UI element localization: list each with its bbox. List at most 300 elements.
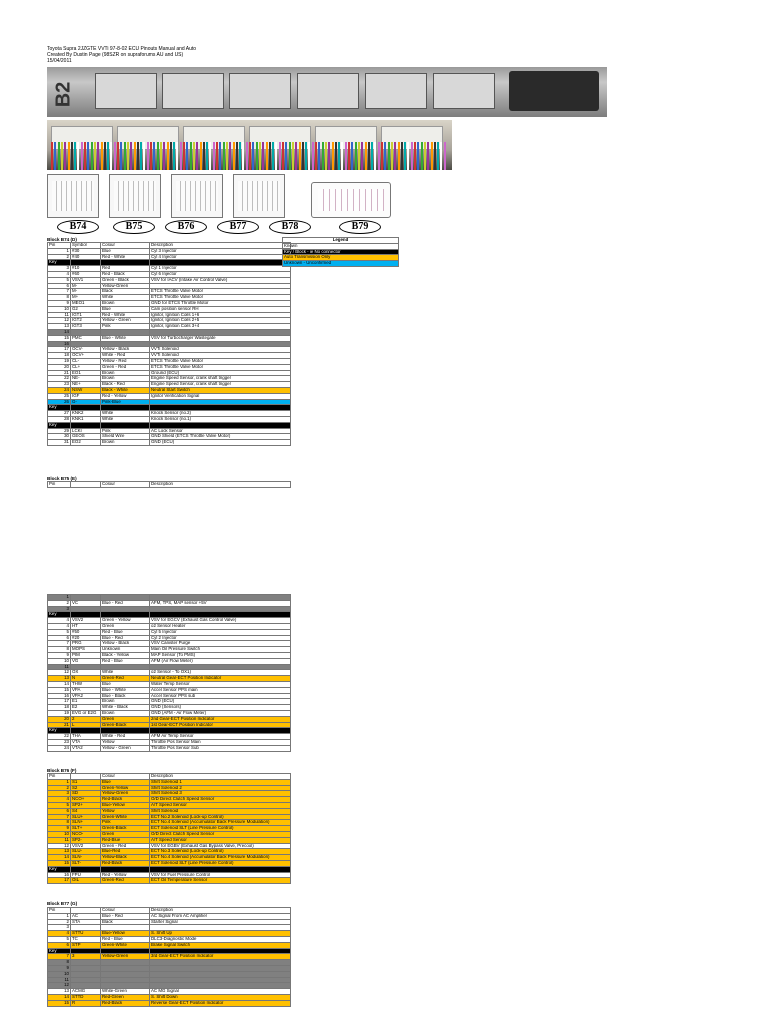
pin-cell: 31 <box>48 440 71 446</box>
symbol-cell: #60 <box>71 271 101 277</box>
wire <box>223 142 225 170</box>
symbol-cell: SLN+ <box>71 820 101 826</box>
description-cell: S. Shift Down <box>150 994 291 1000</box>
description-cell: ETCS Throttle Valve Motor <box>150 295 291 301</box>
wire <box>308 142 310 170</box>
wire <box>437 142 439 170</box>
pin-cell: 9 <box>48 965 71 971</box>
wire <box>355 142 357 170</box>
pin-cell: 16 <box>48 872 71 878</box>
colour-cell: Yellow - Black <box>101 641 150 647</box>
description-cell: GND (ECU) <box>150 699 291 705</box>
wire <box>130 142 132 170</box>
symbol-cell: NE- <box>71 376 101 382</box>
colour-cell: Brown <box>101 440 150 446</box>
pin-cell: 13 <box>48 676 71 682</box>
colour-cell: Pink <box>101 820 150 826</box>
wire <box>266 142 268 170</box>
description-cell: Accel Sensor PPS sub <box>150 693 291 699</box>
symbol-cell: L <box>71 722 101 728</box>
symbol-cell: VC <box>71 600 101 606</box>
symbol-cell: KNK2 <box>71 411 101 417</box>
colour-cell: White - Red <box>101 734 150 740</box>
wire <box>193 142 195 170</box>
colour-cell: Yellow - Black <box>101 347 150 353</box>
description-cell: ECT Solenoid SLT (Line Pressure Control) <box>150 826 291 832</box>
pin-cell: 7 <box>48 814 71 820</box>
block-b74-table <box>47 242 291 446</box>
pin-cell: 3 <box>48 925 71 931</box>
wire <box>427 142 429 170</box>
wire <box>269 142 271 170</box>
pin-cell: 13 <box>48 324 71 330</box>
block-b77-title: Block B77 (G) <box>47 901 78 906</box>
pin-cell: 7 <box>48 289 71 295</box>
wire <box>365 142 367 170</box>
connector-label-b77: B77 <box>217 220 259 234</box>
colour-cell: White - Black <box>101 705 150 711</box>
description-cell: Brake Signal Switch <box>150 942 291 948</box>
doc-date: 15/04/2011 <box>47 58 72 64</box>
pin-cell: 19 <box>48 358 71 364</box>
pin-cell: 6 <box>48 942 71 948</box>
description-cell: Cyl 4 Injector <box>150 254 291 260</box>
wire <box>368 142 370 170</box>
connector-b75-diagram <box>109 174 161 218</box>
wire <box>173 142 175 170</box>
description-cell: Description <box>150 243 291 249</box>
connector-label-b78: B78 <box>269 220 311 234</box>
description-cell: Water Temp Sensor <box>150 681 291 687</box>
description-cell: Knock Sensor (no.1) <box>150 416 291 422</box>
colour-cell: Yellow-Black <box>101 855 150 861</box>
symbol-cell: S4 <box>71 808 101 814</box>
legend-unknown: Unknown - Unconfirmed <box>283 261 399 267</box>
legend-table <box>282 237 399 267</box>
symbol-cell: OIL <box>71 878 101 884</box>
pin-cell: 19 <box>48 710 71 716</box>
description-cell: GND (ECU) <box>150 440 291 446</box>
description-cell: Cyl 5 Injector <box>150 629 291 635</box>
wire <box>417 142 419 170</box>
description-cell: Cyl 1 Injector <box>150 266 291 272</box>
description-cell: AFM, TPS, MAP sensor +5V <box>150 600 291 606</box>
description-cell: Cyl 2 Injector <box>150 635 291 641</box>
colour-cell: Green-Red <box>101 676 150 682</box>
description-cell: Neutral Start Switch <box>150 387 291 393</box>
symbol-cell: NCO+ <box>71 797 101 803</box>
wire <box>51 142 53 170</box>
symbol-cell: VTA2 <box>71 745 101 751</box>
ecu-photo <box>47 67 607 117</box>
description-cell: GND (Sensors) <box>150 705 291 711</box>
symbol-cell: STTU <box>71 931 101 937</box>
wire <box>332 142 334 170</box>
symbol-cell: #20 <box>71 635 101 641</box>
description-cell: VSV for IACV (Intake Air Control Valve) <box>150 277 291 283</box>
pin-cell: 27 <box>48 411 71 417</box>
colour-cell: Brown <box>101 699 150 705</box>
colour-cell: Green-White <box>101 814 150 820</box>
description-cell: AFM Air Temp Sensor <box>150 734 291 740</box>
pin-cell: 14 <box>48 994 71 1000</box>
description-cell: AC Lock Sensor <box>150 428 291 434</box>
wire <box>424 142 426 170</box>
description-cell: S. Shift Up <box>150 931 291 937</box>
wire <box>338 142 340 170</box>
pin-cell: Key <box>48 422 71 428</box>
colour-cell: Green <box>101 623 150 629</box>
pin-cell: 12 <box>48 670 71 676</box>
wire <box>305 142 307 170</box>
pin-cell: 8 <box>48 960 71 966</box>
wire <box>371 142 373 170</box>
wire <box>206 142 208 170</box>
colour-cell: Blue - Black <box>101 693 150 699</box>
wire <box>401 142 403 170</box>
symbol-cell: STP <box>71 942 101 948</box>
document-header <box>47 46 196 64</box>
description-cell: Shift Solenoid 3 <box>150 791 291 797</box>
connector-b74-diagram <box>47 174 99 218</box>
symbol-cell: Symbol <box>71 243 101 249</box>
symbol-cell: PMC <box>71 335 101 341</box>
colour-cell: Red - Yellow <box>101 872 150 878</box>
pin-cell: 25 <box>48 393 71 399</box>
pin-cell: 6 <box>48 635 71 641</box>
wire <box>233 142 235 170</box>
wire <box>120 142 122 170</box>
colour-cell: Red <box>101 266 150 272</box>
wire <box>444 142 446 170</box>
symbol-cell: #10 <box>71 266 101 272</box>
colour-cell: Yellow <box>101 808 150 814</box>
symbol-cell: VSV2 <box>71 843 101 849</box>
colour-cell: Red - Blue <box>101 629 150 635</box>
wire <box>117 142 119 170</box>
description-cell: Ignitor, Ignition Coils 3+4 <box>150 324 291 330</box>
pin-cell: 1 <box>48 595 71 601</box>
pin-cell: Key <box>48 728 71 734</box>
description-cell: Cyl 6 Injector <box>150 271 291 277</box>
pin-cell: 7 <box>48 954 71 960</box>
symbol-cell: IGF <box>71 393 101 399</box>
pin-cell: 11 <box>48 837 71 843</box>
description-cell: ECT No.4 Solenoid (Accumulator Back Pressure Modulation) <box>150 855 291 861</box>
description-cell: Cam position sensor RH <box>150 306 291 312</box>
colour-cell: Green-Black <box>101 826 150 832</box>
pin-cell: 15 <box>48 860 71 866</box>
symbol-cell: STA <box>71 919 101 925</box>
colour-cell: Green - Red <box>101 843 150 849</box>
colour-cell: Pink <box>101 324 150 330</box>
wire <box>421 142 423 170</box>
pin-cell: 10 <box>48 658 71 664</box>
wire <box>322 142 324 170</box>
description-cell: o2 Sensor Heater <box>150 623 291 629</box>
symbol-cell: VSV1 <box>71 277 101 283</box>
colour-cell: Black <box>101 919 150 925</box>
wire <box>328 142 330 170</box>
pin-cell: 5 <box>48 629 71 635</box>
wire <box>143 142 145 170</box>
wire <box>61 142 63 170</box>
colour-cell: Red - Blue <box>101 658 150 664</box>
wire <box>137 142 139 170</box>
wire <box>351 142 353 170</box>
ecu-label: B2 <box>52 81 75 108</box>
symbol-cell: MEO1 <box>71 300 101 306</box>
description-cell: Knock Sensor (no.2) <box>150 411 291 417</box>
wire <box>335 142 337 170</box>
wire <box>252 142 254 170</box>
connector-label-b76: B76 <box>165 220 207 234</box>
pin-cell: Pin <box>48 243 71 249</box>
pin-cell: 3 <box>48 266 71 272</box>
pin-cell: 6 <box>48 283 71 289</box>
pin-cell: 5 <box>48 802 71 808</box>
colour-cell: Red-Black <box>101 860 150 866</box>
wire <box>58 142 60 170</box>
symbol-cell: SP2+ <box>71 802 101 808</box>
wire <box>219 142 221 170</box>
colour-cell: Brown <box>101 370 150 376</box>
pin-cell: 21 <box>48 370 71 376</box>
symbol-cell: R <box>71 1000 101 1006</box>
pin-cell: 22 <box>48 734 71 740</box>
wire <box>81 142 83 170</box>
colour-cell: Colour <box>101 243 150 249</box>
colour-cell: Yellow <box>101 739 150 745</box>
wire <box>299 142 301 170</box>
colour-cell: Blue <box>101 779 150 785</box>
wire <box>249 142 251 170</box>
legend-auto: Auto Transmission Only <box>283 255 399 261</box>
block-b75-table <box>47 594 291 752</box>
description-cell: A/T Speed Sensor <box>150 802 291 808</box>
symbol-cell: OX <box>71 670 101 676</box>
wire <box>180 142 182 170</box>
wire <box>186 142 188 170</box>
wire <box>272 142 274 170</box>
description-cell: ECT No.3 Solenoid (Lock-up Control) <box>150 849 291 855</box>
description-cell: Ground (ECU) <box>150 370 291 376</box>
pin-cell: 2 <box>48 254 71 260</box>
colour-cell: White <box>101 670 150 676</box>
col-symbol <box>71 482 101 488</box>
table-row <box>48 745 291 751</box>
pin-cell: 9 <box>48 300 71 306</box>
pin-cell: 8 <box>48 295 71 301</box>
symbol-cell: OCV+ <box>71 353 101 359</box>
symbol-cell: #40 <box>71 254 101 260</box>
description-cell: ETCS Throttle Valve Motor <box>150 364 291 370</box>
pin-cell: 4 <box>48 623 71 629</box>
colour-cell: Blue - Red <box>101 600 150 606</box>
colour-cell: Colour <box>101 774 150 780</box>
colour-cell: Red - Black <box>101 271 150 277</box>
description-cell: ECT No.2 Solenoid (Lock-up Control) <box>150 814 291 820</box>
wire <box>216 142 218 170</box>
wire <box>150 142 152 170</box>
description-cell: DLC3-Diagnostic Mode <box>150 936 291 942</box>
symbol-cell: IGT2 <box>71 318 101 324</box>
wire <box>183 142 185 170</box>
colour-cell: Blue - White <box>101 335 150 341</box>
wire <box>394 142 396 170</box>
pin-cell: 4 <box>48 271 71 277</box>
colour-cell: Shield Wire <box>101 434 150 440</box>
wire <box>226 142 228 170</box>
wire <box>285 142 287 170</box>
wire <box>246 142 248 170</box>
harness-photo <box>47 120 452 170</box>
description-cell: Neutral Gear-ECT Position Indicator <box>150 676 291 682</box>
description-cell: Description <box>150 908 291 914</box>
symbol-cell: VG <box>71 658 101 664</box>
description-cell: Shift Solenoid 1 <box>150 779 291 785</box>
wire <box>167 142 169 170</box>
description-cell: VSV for Turbocharger Wastegate <box>150 335 291 341</box>
wire <box>398 142 400 170</box>
wire <box>190 142 192 170</box>
description-cell: VSV Canister Purge <box>150 641 291 647</box>
pin-cell: 15 <box>48 687 71 693</box>
pin-cell: 28 <box>48 416 71 422</box>
description-cell: ECT Solenoid SLT (Line Pressure Control) <box>150 860 291 866</box>
description-cell: Description <box>150 774 291 780</box>
colour-cell: Yellow-Green <box>101 283 150 289</box>
symbol-cell: EVG or E2G <box>71 710 101 716</box>
description-cell: AC Signal From AC Amplifier <box>150 913 291 919</box>
block-b75-header <box>47 481 291 488</box>
wire <box>384 142 386 170</box>
wire <box>87 142 89 170</box>
symbol-cell: SD <box>71 791 101 797</box>
colour-cell: Black - Red <box>101 382 150 388</box>
colour-cell: Black - White <box>101 387 150 393</box>
pin-cell: 15 <box>48 335 71 341</box>
colour-cell: Blue - White <box>101 687 150 693</box>
colour-cell: Green <box>101 716 150 722</box>
pin-cell: 20 <box>48 364 71 370</box>
description-cell: Throttle Pos Sensor Sub <box>150 745 291 751</box>
wire <box>213 142 215 170</box>
colour-cell: Blue-Yellow <box>101 931 150 937</box>
connector-label-b79: B79 <box>339 220 381 234</box>
wire <box>157 142 159 170</box>
colour-cell: Black <box>101 289 150 295</box>
symbol-cell: EO2 <box>71 440 101 446</box>
pin-cell: Key <box>48 612 71 618</box>
description-cell: Ignitor, Ignition Coils 2+5 <box>150 318 291 324</box>
pin-cell: 23 <box>48 739 71 745</box>
symbol-cell: SP2- <box>71 837 101 843</box>
pin-cell: 10 <box>48 306 71 312</box>
wire <box>279 142 281 170</box>
pin-cell: 10 <box>48 971 71 977</box>
symbol-cell: GEOS <box>71 434 101 440</box>
pin-cell: 29 <box>48 428 71 434</box>
symbol-cell: NE+ <box>71 382 101 388</box>
symbol-cell: KNK1 <box>71 416 101 422</box>
colour-cell: Blue - Red <box>101 913 150 919</box>
colour-cell: Green-Yellow <box>101 785 150 791</box>
wire <box>295 142 297 170</box>
pin-cell: 16 <box>48 341 71 347</box>
pin-cell: 2 <box>48 600 71 606</box>
symbol-cell: FPU <box>71 872 101 878</box>
pin-cell: 3 <box>48 791 71 797</box>
description-cell: ECT Oil Temperature Sensor <box>150 878 291 884</box>
pin-cell: 24 <box>48 387 71 393</box>
connector-slot <box>433 73 495 109</box>
colour-cell: Green - Yellow <box>101 618 150 624</box>
symbol-cell: VSV2 <box>71 618 101 624</box>
pin-cell: 30 <box>48 434 71 440</box>
block-b76-title: Block B76 (F) <box>47 768 77 773</box>
description-cell: AC MG Signal <box>150 989 291 995</box>
symbol-cell: IGT3 <box>71 324 101 330</box>
description-cell: VVTi Solenoid <box>150 347 291 353</box>
colour-cell: Green - Black <box>101 277 150 283</box>
wire <box>160 142 162 170</box>
symbol-cell: VTA <box>71 739 101 745</box>
wire <box>114 142 116 170</box>
wire <box>127 142 129 170</box>
symbol-cell: STTD <box>71 994 101 1000</box>
colour-cell: Brown <box>101 376 150 382</box>
symbol-cell: SLU+ <box>71 814 101 820</box>
pin-cell: 9 <box>48 826 71 832</box>
pin-cell: 4 <box>48 618 71 624</box>
wire <box>134 142 136 170</box>
wire <box>91 142 93 170</box>
wire <box>282 142 284 170</box>
wire <box>97 142 99 170</box>
colour-cell: Blue-Yellow <box>101 802 150 808</box>
pin-cell: Key <box>48 948 71 954</box>
colour-cell: White - Red <box>101 353 150 359</box>
description-cell: ETCS Throttle Valve Motor <box>150 358 291 364</box>
wire <box>388 142 390 170</box>
wire <box>242 142 244 170</box>
doc-author: Created By Dustin Page (98SZR on supraforums AU and US) <box>47 52 184 58</box>
symbol-cell: THW <box>71 681 101 687</box>
symbol-cell: TC <box>71 936 101 942</box>
pin-cell: 12 <box>48 318 71 324</box>
wire <box>170 142 172 170</box>
pin-cell: 26 <box>48 399 71 405</box>
description-cell: GND (AFM - Air Flow Meter) <box>150 710 291 716</box>
connector-label-b75: B75 <box>113 220 155 234</box>
wire <box>348 142 350 170</box>
wire <box>407 142 409 170</box>
symbol-cell: SLU- <box>71 849 101 855</box>
pin-cell: 11 <box>48 977 71 983</box>
symbol-cell: G2 <box>71 306 101 312</box>
wire <box>381 142 383 170</box>
wire <box>318 142 320 170</box>
symbol-cell: #50 <box>71 629 101 635</box>
pin-cell: 18 <box>48 705 71 711</box>
block-b77-table <box>47 907 291 1007</box>
block-b75-title: Block B75 (E) <box>47 476 77 481</box>
symbol-cell: PRG <box>71 641 101 647</box>
symbol-cell: THA <box>71 734 101 740</box>
wire <box>176 142 178 170</box>
pin-cell: 16 <box>48 693 71 699</box>
